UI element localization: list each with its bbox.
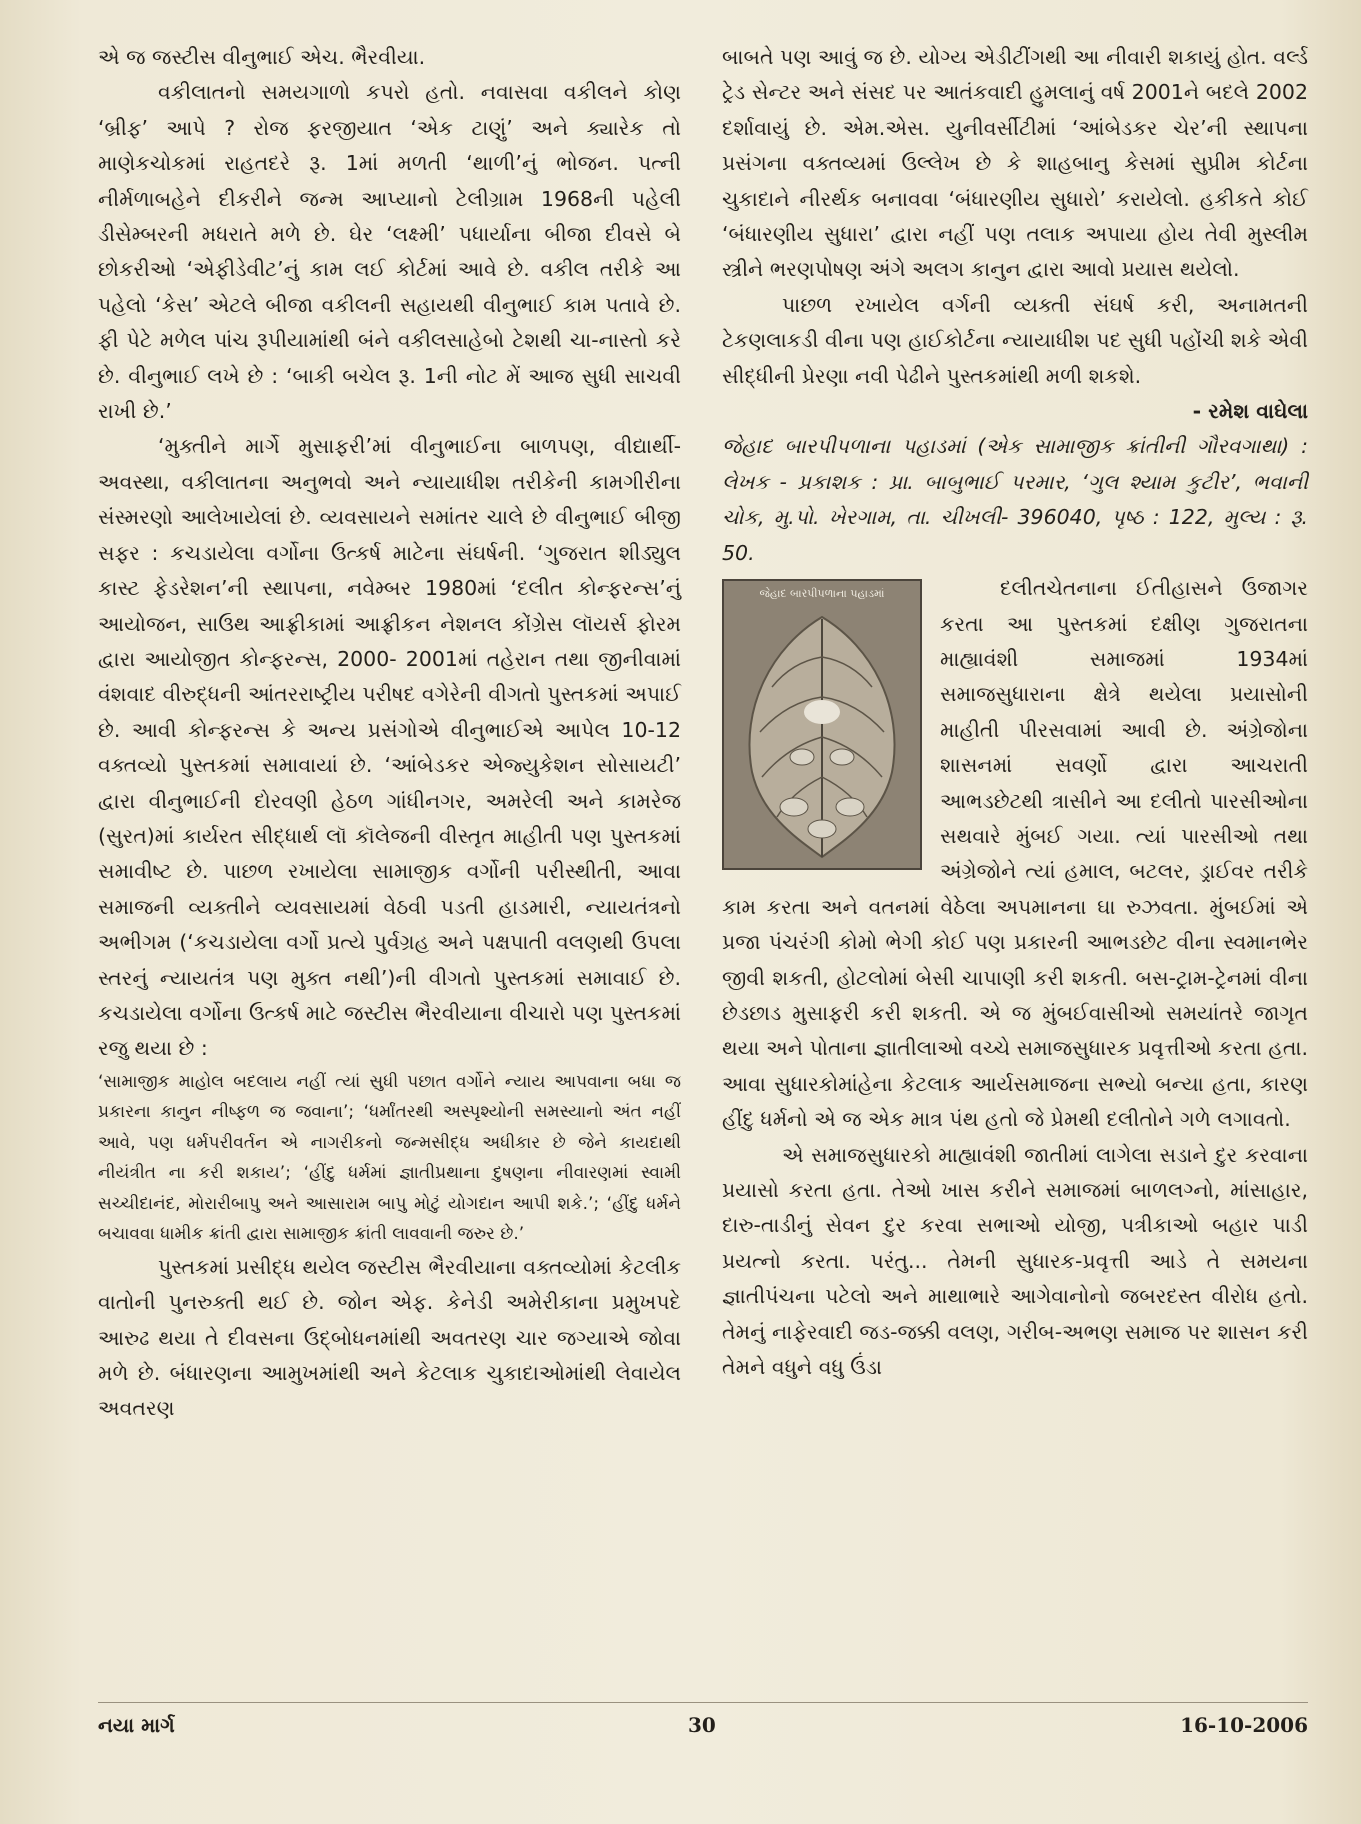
paragraph: પુસ્તકમાં પ્રસીદ્ધ થયેલ જસ્ટીસ ભૈરવીયાના વક્તવ્યોમાં કેટલીક વાતોની પુનરુક્તી થઈ છે. જોન એફ. કેનેડી અમેરીકાના પ્રમુખપદે આરુઢ થયા તે દીવસના ઉદ્બોધનમાંથી અવતરણ ચાર જગ્યાએ જોવા મળે છે. બંધારણના આમુખમાંથી અને કેટલાક ચુકાદાઓમાંથી લેવાયેલ અવતરણ: [98, 1254, 681, 1421]
page-number: 30: [688, 1713, 716, 1737]
issue-date: 16-10-2006: [1180, 1713, 1308, 1737]
paragraph: એ સમાજસુધારકો માહ્યાવંશી જાતીમાં લાગેલા સડાને દુર કરવાના પ્રયાસો કરતા હતા. તેઓ ખાસ કરીને સમાજમાં બાળલગ્નો, માંસાહાર, દારુ-તાડીનું સેવન દુર કરવા સભાઓ યોજી, પત્રીકાઓ બહાર પાડી પ્રયત્નો કરતા. પરંતુ... તેમની સુધારક-પ્રવૃત્તી આડે તે સમયના જ્ઞાતીપંચના પટેલો અને માથાભારે આગેવાનોનો જબરદસ્ત વીરોધ હતો. તેમનું નાફેરવાદી જડ-જક્કી વલણ, ગરીબ-અભણ સમાજ પર શાસન કરી તેમને વધુને વધુ ઉંડા: [722, 1142, 1308, 1380]
paragraph: ‘મુક્તીને માર્ગે મુસાફરી’માં વીનુભાઈના બાળપણ, વીદ્યાર્થી-અવસ્થા, વકીલાતના અનુભવો અને ન્યાયાધીશ તરીકેની કામગીરીના સંસ્મરણો આલેખાયેલાં છે. વ્યવસાયને સમાંતર ચાલે છે વીનુભાઈ બીજી સફર : કચડાયેલા વર્ગોના ઉત્કર્ષ માટેના સંઘર્ષની. ‘ગુજરાત શીડ્યુલ કાસ્ટ ફેડરેશન’ની સ્થાપના, નવેમ્બર 1980માં ‘દલીત કોન્ફરન્સ’નું આયોજન, સાઉથ આફ્રીકામાં આફ્રીકન નેશનલ કોંગ્રેસ લૉયર્સ ફોરમ દ્વારા આયોજીત કોન્ફરન્સ, 2000- 2001માં તહેરાન તથા જીનીવામાં વંશવાદ વીરુદ્ધની આંતરરાષ્ટ્રીય પરીષદ વગેરેની વીગતો પુસ્તકમાં અપાઈ છે. આવી કોન્ફરન્સ કે અન્ય પ્રસંગોએ વીનુભાઈએ આપેલ 10-12 વક્તવ્યો પુસ્તકમાં સમાવાયાં છે. ‘આંબેડકર એજ્યુકેશન સોસાયટી’ દ્વારા વીનુભાઈની દોરવણી હેઠળ ગાંધીનગર, અમરેલી અને કામરેજ (સુરત)માં કાર્યરત સીદ્ધાર્થ લૉ કૉલેજની વીસ્તૃત માહીતી પણ પુસ્તકમાં સમાવીષ્ટ છે. પાછળ રખાયેલા સામાજીક વર્ગોની પરીસ્થીતી, આવા સમાજની વ્યક્તીને વ્યવસાયમાં વેઠવી પડતી હાડમારી, ન્યાયતંત્રનો અભીગમ (‘કચડાયેલા વર્ગો પ્રત્યે પુર્વગ્રહ અને પક્ષપાતી વલણથી ઉપલા સ્તરનું ન્યાયતંત્ર પણ મુક્ત નથી’)ની વીગતો પુસ્તકમાં સમાવાઈ છે. કચડાયેલા વર્ગોના ઉત્કર્ષ માટે જસ્ટીસ ભૈરવીયાના વીચારો પણ પુસ્તકમાં રજુ થયા છે :: [98, 434, 681, 1061]
book-cover-image: [722, 579, 922, 870]
right-column: [722, 40, 1308, 1385]
paragraph: પાછળ રખાયેલ વર્ગની વ્યક્તી સંઘર્ષ કરી, અનામતની ટેકણલાકડી વીના પણ હાઈકોર્ટના ન્યાયાધીશ પદ સુધી પહોંચી શકે એવી સીદ્ધીની પ્રેરણા નવી પેઢીને પુસ્તકમાંથી મળી શકશે.: [722, 292, 1308, 388]
review-author: - રમેશ વાઘેલા: [1192, 399, 1308, 424]
paragraph: એ જ જસ્ટીસ વીનુભાઈ એચ. ભૈરવીયા.: [98, 45, 426, 69]
paragraph: બાબતે પણ આવું જ છે. યોગ્ય એડીટીંગથી આ નીવારી શકાયું હોત. વર્લ્ડ ટ્રેડ સેન્ટર અને સંસદ પર આતંકવાદી હુમલાનું વર્ષ 2001ને બદલે 2002 દર્શાવાયું છે. એમ.એસ. યુનીવર્સીટીમાં ‘આંબેડકર ચેર’ની સ્થાપના પ્રસંગના વક્તવ્યમાં ઉલ્લેખ છે કે શાહબાનુ કેસમાં સુપ્રીમ કોર્ટના ચુકાદાને નીરર્થક બનાવવા ‘બંધારણીય સુધારો’ કરાયેલો. હકીકતે કોઈ ‘બંધારણીય સુધારા’ દ્વારા નહીં પણ તલાક અપાયા હોય તેવી મુસ્લીમ સ્ત્રીને ભરણપોષણ અંગે અલગ કાનુન દ્વારા આવો પ્રયાસ થયેલો.: [722, 45, 1308, 282]
paragraph: દલીતચેતનાના ઈતીહાસને ઉજાગર કરતા આ પુસ્તકમાં દક્ષીણ ગુજરાતના માહ્યાવંશી સમાજમાં 1934માં સમાજસુધારાના ક્ષેત્રે થયેલા પ્રયાસોની માહીતી પીરસવામાં આવી છે. અંગ્રેજોના શાસનમાં સવર્ણો દ્વારા આચરાતી આભડછેટથી ત્રાસીને આ દલીતો પારસીઓના સથવારે મુંબઈ ગયા. ત્યાં પારસીઓ તથા અંગ્રેજોને ત્યાં હમાલ, બટલર, ડ્રાઈવર તરીકે કામ કરતા અને વતનમાં વેઠેલા અપમાનના ઘા રુઝવતા. મુંબઈમાં એ પ્રજા પંચરંગી કોમો ભેગી કોઈ પણ પ્રકારની આભડછેટ વીના સ્વમાનભેર જીવી શકતી, હોટલોમાં બેસી ચાપાણી કરી શકતી. બસ-ટ્રામ-ટ્રેનમાં વીના છેડછાડ મુસાફરી કરી શકતી. એ જ મુંબઈવાસીઓ સમયાંતરે જાગૃત થયા અને પોતાના જ્ઞાતીલાઓ વચ્ચે સમાજસુધારક પ્રવૃત્તીઓ કરતા હતા. આવા સુધારકોમાંહેના કેટલાક આર્યસમાજના સભ્યો બન્યા હતા, કારણ હીંદુ ધર્મનો એ જ એક માત્ર પંથ હતો જે પ્રેમથી દલીતોને ગળે લગાવતો.: [722, 576, 1308, 1132]
footer-divider: [98, 1702, 1308, 1703]
paragraph: વકીલાતનો સમયગાળો કપરો હતો. નવાસવા વકીલને કોણ ‘બ્રીફ’ આપે ? રોજ ફરજીયાત ‘એક ટાણું’ અને ક્યારેક તો માણેકચોકમાં રાહતદરે રૂ. 1માં મળતી ‘થાળી’નું ભોજન. પત્ની નીર્મળાબહેને દીકરીને જન્મ આપ્યાનો ટેલીગ્રામ 1968ની પહેલી ડીસેમ્બરની મધરાતે મળે છે. ઘેર ‘લક્ષ્મી’ પધાર્યાના બીજા દીવસે બે છોકરીઓ ‘એફીડેવીટ’નું કામ લઈ કોર્ટમાં આવે છે. વકીલ તરીકે આ પહેલો ‘કેસ’ એટલે બીજા વકીલની સહાયથી વીનુભાઈ કામ પતાવે છે. ફી પેટે મળેલ પાંચ રૂપીયામાંથી બંને વકીલસાહેબો ટેશથી ચા-નાસ્તો કરે છે. વીનુભાઈ લખે છે : ‘બાકી બચેલ રૂ. 1ની નોટ મેં આજ સુધી સાચવી રાખી છે.’: [98, 80, 681, 424]
publication-name: નયા માર્ગ: [98, 1713, 175, 1737]
page-footer: [98, 1713, 1308, 1743]
book-info: જેહાદ બારપીપળાના પહાડમાં (એક સામાજીક ક્રાંતીની ગૌરવગાથા) : લેખક - પ્રકાશક : પ્રા. બાબુભાઈ પરમાર, ‘ગુલ શ્યામ કુટીર’, ભવાની ચોક, મુ.પો. ખેરગામ, તા. ચીખલી- 396040, પૃષ્ઠ : 122, મુલ્ય : રૂ. 50.: [722, 434, 1308, 565]
left-column: [98, 40, 681, 1427]
quotation-block: ‘સામાજીક માહોલ બદલાય નહીં ત્યાં સુધી પછાત વર્ગોને ન્યાય આપવાના બધા જ પ્રકારના કાનુન નીષ્ફળ જ જવાના’; ‘ધર્માંતરથી અસ્પૃશ્યોની સમસ્યાનો અંત નહીં આવે, પણ ધર્મપરીવર્તન એ નાગરીકનો જન્મસીદ્ધ અધીકાર છે જેને કાયદાથી નીયંત્રીત ના કરી શકાય’; ‘હીંદુ ધર્મમાં જ્ઞાતીપ્રથાના દુષણના નીવારણમાં સ્વામી સચ્ચીદાનંદ, મોરારીબાપુ અને આસારામ બાપુ મોટું યોગદાન આપી શકે.’; ‘હીંદુ ધર્મને બચાવવા ધામીક ક્રાંતી દ્વારા સામાજીક ક્રાંતી લાવવાની જરુર છે.’: [98, 1071, 681, 1245]
book-cover-title: જેહાદ બારપીપળાના પહાડમાં: [759, 587, 885, 601]
peepal-leaf-illustration: [732, 607, 912, 862]
